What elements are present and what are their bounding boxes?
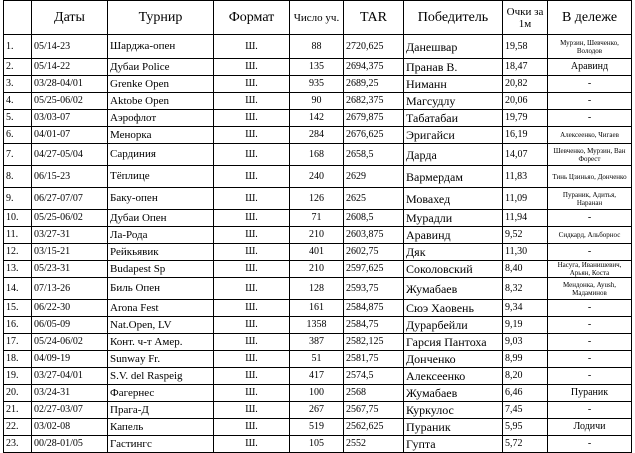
tournament-table xyxy=(3,0,632,453)
row-shared: Насуга, Иванишевич, Арьян, Коста xyxy=(548,261,632,278)
row-shared: Мурзин, Шевченко, Володов xyxy=(548,35,632,59)
row-shared: Аравинд xyxy=(548,59,632,76)
row-players: 126 xyxy=(290,188,344,210)
row-points: 14,07 xyxy=(503,144,548,166)
row-tournament: Конт. ч-т Амер. xyxy=(108,334,214,351)
row-tournament: Рейкьявик xyxy=(108,244,214,261)
header-format: Формат xyxy=(214,1,290,35)
row-number: 1. xyxy=(4,35,32,59)
row-shared: Лодичи xyxy=(548,419,632,436)
row-format: Ш. xyxy=(214,166,290,188)
row-tar: 2562,625 xyxy=(344,419,404,436)
row-shared: Пураник xyxy=(548,385,632,402)
row-date: 06/15-23 xyxy=(32,166,108,188)
row-number: 19. xyxy=(4,368,32,385)
row-date: 07/13-26 xyxy=(32,278,108,300)
row-date: 03/28-04/01 xyxy=(32,76,108,93)
row-players: 90 xyxy=(290,93,344,110)
row-date: 03/24-31 xyxy=(32,385,108,402)
row-format: Ш. xyxy=(214,210,290,227)
row-points: 9,52 xyxy=(503,227,548,244)
row-number: 6. xyxy=(4,127,32,144)
row-number: 12. xyxy=(4,244,32,261)
row-format: Ш. xyxy=(214,35,290,59)
row-players: 100 xyxy=(290,385,344,402)
row-date: 05/25-06/02 xyxy=(32,93,108,110)
row-points: 5,95 xyxy=(503,419,548,436)
row-format: Ш. xyxy=(214,127,290,144)
row-points: 11,83 xyxy=(503,166,548,188)
row-tar: 2602,75 xyxy=(344,244,404,261)
row-winner: Куркулос xyxy=(404,402,503,419)
row-date: 06/05-09 xyxy=(32,317,108,334)
row-tournament: Дубаи Police xyxy=(108,59,214,76)
row-shared: Пураник, Адитья, Наранан xyxy=(548,188,632,210)
table-row xyxy=(4,334,632,351)
row-date: 00/28-01/05 xyxy=(32,436,108,453)
row-tournament: Grenke Open xyxy=(108,76,214,93)
row-date: 05/25-06/02 xyxy=(32,210,108,227)
row-number: 3. xyxy=(4,76,32,93)
row-tournament: Ла-Рода xyxy=(108,227,214,244)
row-points: 9,34 xyxy=(503,300,548,317)
row-tar: 2584,75 xyxy=(344,317,404,334)
row-format: Ш. xyxy=(214,227,290,244)
row-number: 11. xyxy=(4,227,32,244)
row-tar: 2658,5 xyxy=(344,144,404,166)
table-row xyxy=(4,261,632,278)
row-date: 06/27-07/07 xyxy=(32,188,108,210)
row-tar: 2689,25 xyxy=(344,76,404,93)
row-number: 4. xyxy=(4,93,32,110)
row-number: 5. xyxy=(4,110,32,127)
row-tar: 2584,875 xyxy=(344,300,404,317)
row-format: Ш. xyxy=(214,402,290,419)
row-players: 105 xyxy=(290,436,344,453)
header-num xyxy=(4,1,32,35)
row-date: 04/09-19 xyxy=(32,351,108,368)
table-row xyxy=(4,436,632,453)
header-tournament: Турнир xyxy=(108,1,214,35)
row-players: 1358 xyxy=(290,317,344,334)
row-winner: Дурарбейли xyxy=(404,317,503,334)
row-players: 267 xyxy=(290,402,344,419)
row-tar: 2603,875 xyxy=(344,227,404,244)
row-players: 210 xyxy=(290,261,344,278)
row-format: Ш. xyxy=(214,278,290,300)
row-format: Ш. xyxy=(214,385,290,402)
table-row xyxy=(4,385,632,402)
row-tournament: Баку-опен xyxy=(108,188,214,210)
table-row xyxy=(4,351,632,368)
row-format: Ш. xyxy=(214,300,290,317)
row-tar: 2625 xyxy=(344,188,404,210)
row-tar: 2574,5 xyxy=(344,368,404,385)
header-row xyxy=(4,1,632,35)
row-winner: Соколовский xyxy=(404,261,503,278)
row-points: 18,47 xyxy=(503,59,548,76)
row-format: Ш. xyxy=(214,368,290,385)
row-tar: 2720,625 xyxy=(344,35,404,59)
header-shared: В дележе xyxy=(548,1,632,35)
row-shared: - xyxy=(548,402,632,419)
row-players: 168 xyxy=(290,144,344,166)
row-points: 9,19 xyxy=(503,317,548,334)
row-winner: Ниманн xyxy=(404,76,503,93)
row-tar: 2694,375 xyxy=(344,59,404,76)
row-format: Ш. xyxy=(214,351,290,368)
row-winner: Гарсия Пантоха xyxy=(404,334,503,351)
row-tournament: Sunway Fr. xyxy=(108,351,214,368)
header-winner: Победитель xyxy=(404,1,503,35)
row-shared: - xyxy=(548,210,632,227)
row-winner: Табатабаи xyxy=(404,110,503,127)
row-format: Ш. xyxy=(214,317,290,334)
row-points: 11,09 xyxy=(503,188,548,210)
row-players: 417 xyxy=(290,368,344,385)
row-tournament: Budapest Sp xyxy=(108,261,214,278)
row-format: Ш. xyxy=(214,436,290,453)
row-players: 210 xyxy=(290,227,344,244)
row-shared: - xyxy=(548,244,632,261)
row-points: 8,99 xyxy=(503,351,548,368)
row-tar: 2568 xyxy=(344,385,404,402)
row-shared: - xyxy=(548,76,632,93)
row-date: 03/27-31 xyxy=(32,227,108,244)
table-row xyxy=(4,166,632,188)
row-number: 7. xyxy=(4,144,32,166)
row-tournament: S.V. del Raspeig xyxy=(108,368,214,385)
table-row xyxy=(4,317,632,334)
row-number: 22. xyxy=(4,419,32,436)
table-row xyxy=(4,278,632,300)
row-players: 401 xyxy=(290,244,344,261)
row-tar: 2581,75 xyxy=(344,351,404,368)
row-tar: 2629 xyxy=(344,166,404,188)
row-tournament: Прага-Д xyxy=(108,402,214,419)
row-date: 03/03-07 xyxy=(32,110,108,127)
row-number: 9. xyxy=(4,188,32,210)
row-players: 284 xyxy=(290,127,344,144)
table-row xyxy=(4,402,632,419)
row-shared: - xyxy=(548,436,632,453)
row-winner: Алексеенко xyxy=(404,368,503,385)
table-row xyxy=(4,244,632,261)
row-tournament: Nat.Open, LV xyxy=(108,317,214,334)
row-points: 8,20 xyxy=(503,368,548,385)
row-tournament: Arona Fest xyxy=(108,300,214,317)
row-players: 88 xyxy=(290,35,344,59)
row-shared: - xyxy=(548,334,632,351)
row-winner: Дарда xyxy=(404,144,503,166)
row-points: 8,32 xyxy=(503,278,548,300)
table-row xyxy=(4,35,632,59)
row-shared: - xyxy=(548,368,632,385)
row-number: 13. xyxy=(4,261,32,278)
row-shared: - xyxy=(548,93,632,110)
row-number: 21. xyxy=(4,402,32,419)
row-date: 05/14-23 xyxy=(32,35,108,59)
row-number: 17. xyxy=(4,334,32,351)
row-points: 5,72 xyxy=(503,436,548,453)
row-date: 02/27-03/07 xyxy=(32,402,108,419)
row-tournament: Менорка xyxy=(108,127,214,144)
row-points: 8,40 xyxy=(503,261,548,278)
row-tournament: Гастингс xyxy=(108,436,214,453)
row-date: 04/01-07 xyxy=(32,127,108,144)
row-number: 18. xyxy=(4,351,32,368)
row-format: Ш. xyxy=(214,188,290,210)
table-row xyxy=(4,368,632,385)
row-shared: - xyxy=(548,300,632,317)
table-row xyxy=(4,300,632,317)
table-row xyxy=(4,127,632,144)
row-shared: Сидкард, Альборнос xyxy=(548,227,632,244)
row-number: 15. xyxy=(4,300,32,317)
row-tournament: Фагернес xyxy=(108,385,214,402)
row-winner: Пураник xyxy=(404,419,503,436)
row-date: 06/22-30 xyxy=(32,300,108,317)
row-players: 240 xyxy=(290,166,344,188)
row-points: 19,58 xyxy=(503,35,548,59)
row-winner: Донченко xyxy=(404,351,503,368)
row-winner: Мовахед xyxy=(404,188,503,210)
row-number: 20. xyxy=(4,385,32,402)
row-tar: 2597,625 xyxy=(344,261,404,278)
row-date: 03/15-21 xyxy=(32,244,108,261)
row-winner: Вармердам xyxy=(404,166,503,188)
table-row xyxy=(4,110,632,127)
row-players: 519 xyxy=(290,419,344,436)
table-row xyxy=(4,144,632,166)
row-players: 51 xyxy=(290,351,344,368)
row-points: 9,03 xyxy=(503,334,548,351)
row-points: 20,82 xyxy=(503,76,548,93)
row-number: 2. xyxy=(4,59,32,76)
row-tournament: Биль Опен xyxy=(108,278,214,300)
row-tar: 2567,75 xyxy=(344,402,404,419)
row-tar: 2682,375 xyxy=(344,93,404,110)
row-winner: Мурадли xyxy=(404,210,503,227)
row-players: 142 xyxy=(290,110,344,127)
header-date: Даты xyxy=(32,1,108,35)
row-players: 161 xyxy=(290,300,344,317)
table-row xyxy=(4,227,632,244)
row-winner: Гупта xyxy=(404,436,503,453)
header-points: Очки за 1м xyxy=(503,1,548,35)
table-row xyxy=(4,188,632,210)
row-shared: Шевченко, Мурзин, Ван Форест xyxy=(548,144,632,166)
row-points: 20,06 xyxy=(503,93,548,110)
row-tar: 2552 xyxy=(344,436,404,453)
row-shared: Тинь Цзиньяо, Донченко xyxy=(548,166,632,188)
row-points: 11,30 xyxy=(503,244,548,261)
row-winner: Магсудлу xyxy=(404,93,503,110)
tournament-sheet xyxy=(3,0,632,453)
row-tournament: Дубаи Опен xyxy=(108,210,214,227)
header-players: Число уч. xyxy=(290,1,344,35)
row-shared: - xyxy=(548,351,632,368)
row-players: 71 xyxy=(290,210,344,227)
row-shared: Алексеенко, Чигаев xyxy=(548,127,632,144)
row-date: 03/27-04/01 xyxy=(32,368,108,385)
row-tar: 2679,875 xyxy=(344,110,404,127)
row-tar: 2582,125 xyxy=(344,334,404,351)
table-row xyxy=(4,93,632,110)
row-points: 11,94 xyxy=(503,210,548,227)
row-format: Ш. xyxy=(214,334,290,351)
row-points: 19,79 xyxy=(503,110,548,127)
row-points: 16,19 xyxy=(503,127,548,144)
table-row xyxy=(4,419,632,436)
row-number: 23. xyxy=(4,436,32,453)
row-winner: Пранав В. xyxy=(404,59,503,76)
row-winner: Сюэ Хаовень xyxy=(404,300,503,317)
table-body xyxy=(4,35,632,453)
row-shared: - xyxy=(548,317,632,334)
row-tar: 2676,625 xyxy=(344,127,404,144)
row-players: 935 xyxy=(290,76,344,93)
row-tar: 2608,5 xyxy=(344,210,404,227)
row-tournament: Aktobe Open xyxy=(108,93,214,110)
row-tournament: Капель xyxy=(108,419,214,436)
row-shared: Мендонка, Ayush, Мадаминов xyxy=(548,278,632,300)
row-winner: Данешвар xyxy=(404,35,503,59)
row-date: 05/14-22 xyxy=(32,59,108,76)
table-row xyxy=(4,210,632,227)
row-tournament: Шарджа-опен xyxy=(108,35,214,59)
row-number: 16. xyxy=(4,317,32,334)
row-points: 7,45 xyxy=(503,402,548,419)
table-row xyxy=(4,59,632,76)
row-format: Ш. xyxy=(214,244,290,261)
row-format: Ш. xyxy=(214,93,290,110)
row-winner: Аравинд xyxy=(404,227,503,244)
row-format: Ш. xyxy=(214,261,290,278)
row-tournament: Аэрофлот xyxy=(108,110,214,127)
row-format: Ш. xyxy=(214,144,290,166)
row-format: Ш. xyxy=(214,59,290,76)
row-date: 04/27-05/04 xyxy=(32,144,108,166)
row-format: Ш. xyxy=(214,76,290,93)
row-tournament: Сардиния xyxy=(108,144,214,166)
table-row xyxy=(4,76,632,93)
row-number: 8. xyxy=(4,166,32,188)
row-number: 10. xyxy=(4,210,32,227)
row-winner: Жумабаев xyxy=(404,385,503,402)
row-winner: Жумабаев xyxy=(404,278,503,300)
row-tar: 2593,75 xyxy=(344,278,404,300)
row-shared: - xyxy=(548,110,632,127)
row-players: 135 xyxy=(290,59,344,76)
row-tournament: Тёплице xyxy=(108,166,214,188)
row-date: 03/02-08 xyxy=(32,419,108,436)
row-players: 387 xyxy=(290,334,344,351)
row-format: Ш. xyxy=(214,110,290,127)
row-date: 05/23-31 xyxy=(32,261,108,278)
header-tar: TAR xyxy=(344,1,404,35)
row-format: Ш. xyxy=(214,419,290,436)
row-points: 6,46 xyxy=(503,385,548,402)
row-players: 128 xyxy=(290,278,344,300)
row-number: 14. xyxy=(4,278,32,300)
row-winner: Эригайси xyxy=(404,127,503,144)
row-date: 05/24-06/02 xyxy=(32,334,108,351)
row-winner: Дяк xyxy=(404,244,503,261)
